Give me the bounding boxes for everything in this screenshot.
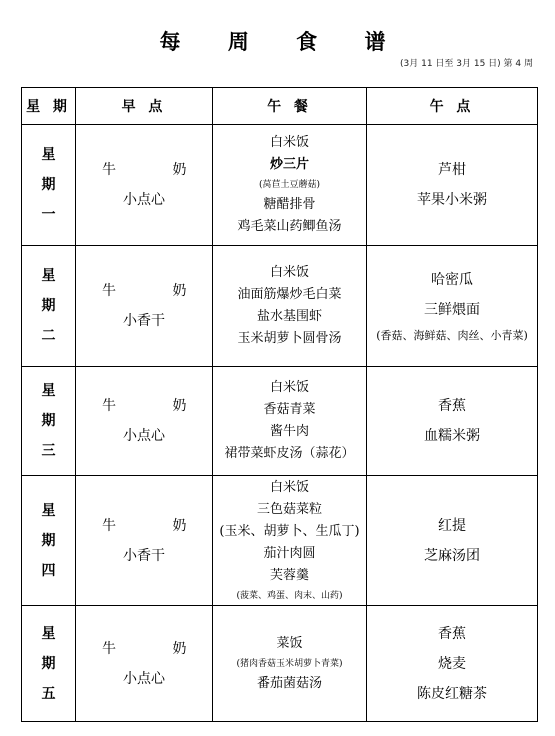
breakfast-cell: 牛 奶 小香干 [76, 246, 213, 367]
day-cell: 星 期 一 [22, 125, 76, 246]
breakfast-cell: 牛 奶 小点心 [76, 606, 213, 722]
menu-row-tue [22, 246, 538, 367]
lunch-cell: 白米饭 香菇青菜 酱牛肉 裙带菜虾皮汤（蒜花） [213, 367, 367, 476]
header-lunch: 午 餐 [213, 88, 367, 125]
header-breakfast: 早 点 [76, 88, 213, 125]
menu-row-fri [22, 606, 538, 722]
day-cell: 星 期 四 [22, 476, 76, 606]
lunch-cell: 菜饭 (猪肉香菇玉米胡萝卜青菜) 番茄菌菇汤 [213, 606, 367, 722]
breakfast-cell: 牛 奶 小香干 [76, 476, 213, 606]
snack-cell: 香蕉 烧麦 陈皮红糖茶 [367, 606, 538, 722]
menu-row-thu [22, 476, 538, 606]
lunch-cell: 白米饭 三色菇菜粒 (玉米、胡萝卜、生瓜丁) 茄汁肉圆 芙蓉羹 (菠菜、鸡蛋、肉末、山药) [213, 476, 367, 606]
snack-cell: 芦柑 苹果小米粥 [367, 125, 538, 246]
day-cell: 星 期 五 [22, 606, 76, 722]
menu-row-wed [22, 367, 538, 476]
day-cell: 星 期 二 [22, 246, 76, 367]
day-cell: 星 期 三 [22, 367, 76, 476]
header-row [22, 88, 538, 125]
breakfast-cell: 牛 奶 小点心 [76, 367, 213, 476]
menu-row-mon [22, 125, 538, 246]
snack-cell: 哈密瓜 三鲜煨面 (香菇、海鲜菇、肉丝、小青菜) [367, 246, 538, 367]
lunch-cell: 白米饭 油面筋爆炒毛白菜 盐水基围虾 玉米胡萝卜圆骨汤 [213, 246, 367, 367]
date-range: (3月 11 日至 3月 15 日) 第 4 周 [400, 59, 533, 69]
page-title: 每 周 食 谱 [159, 29, 406, 54]
lunch-cell: 白米饭 炒三片 (莴苣土豆蘑菇) 糖醋排骨 鸡毛菜山药鲫鱼汤 [213, 125, 367, 246]
header-snack: 午 点 [367, 88, 538, 125]
breakfast-cell: 牛 奶 小点心 [76, 125, 213, 246]
menu-table [21, 87, 538, 722]
header-day: 星 期 [22, 88, 76, 125]
snack-cell: 香蕉 血糯米粥 [367, 367, 538, 476]
snack-cell: 红提 芝麻汤团 [367, 476, 538, 606]
